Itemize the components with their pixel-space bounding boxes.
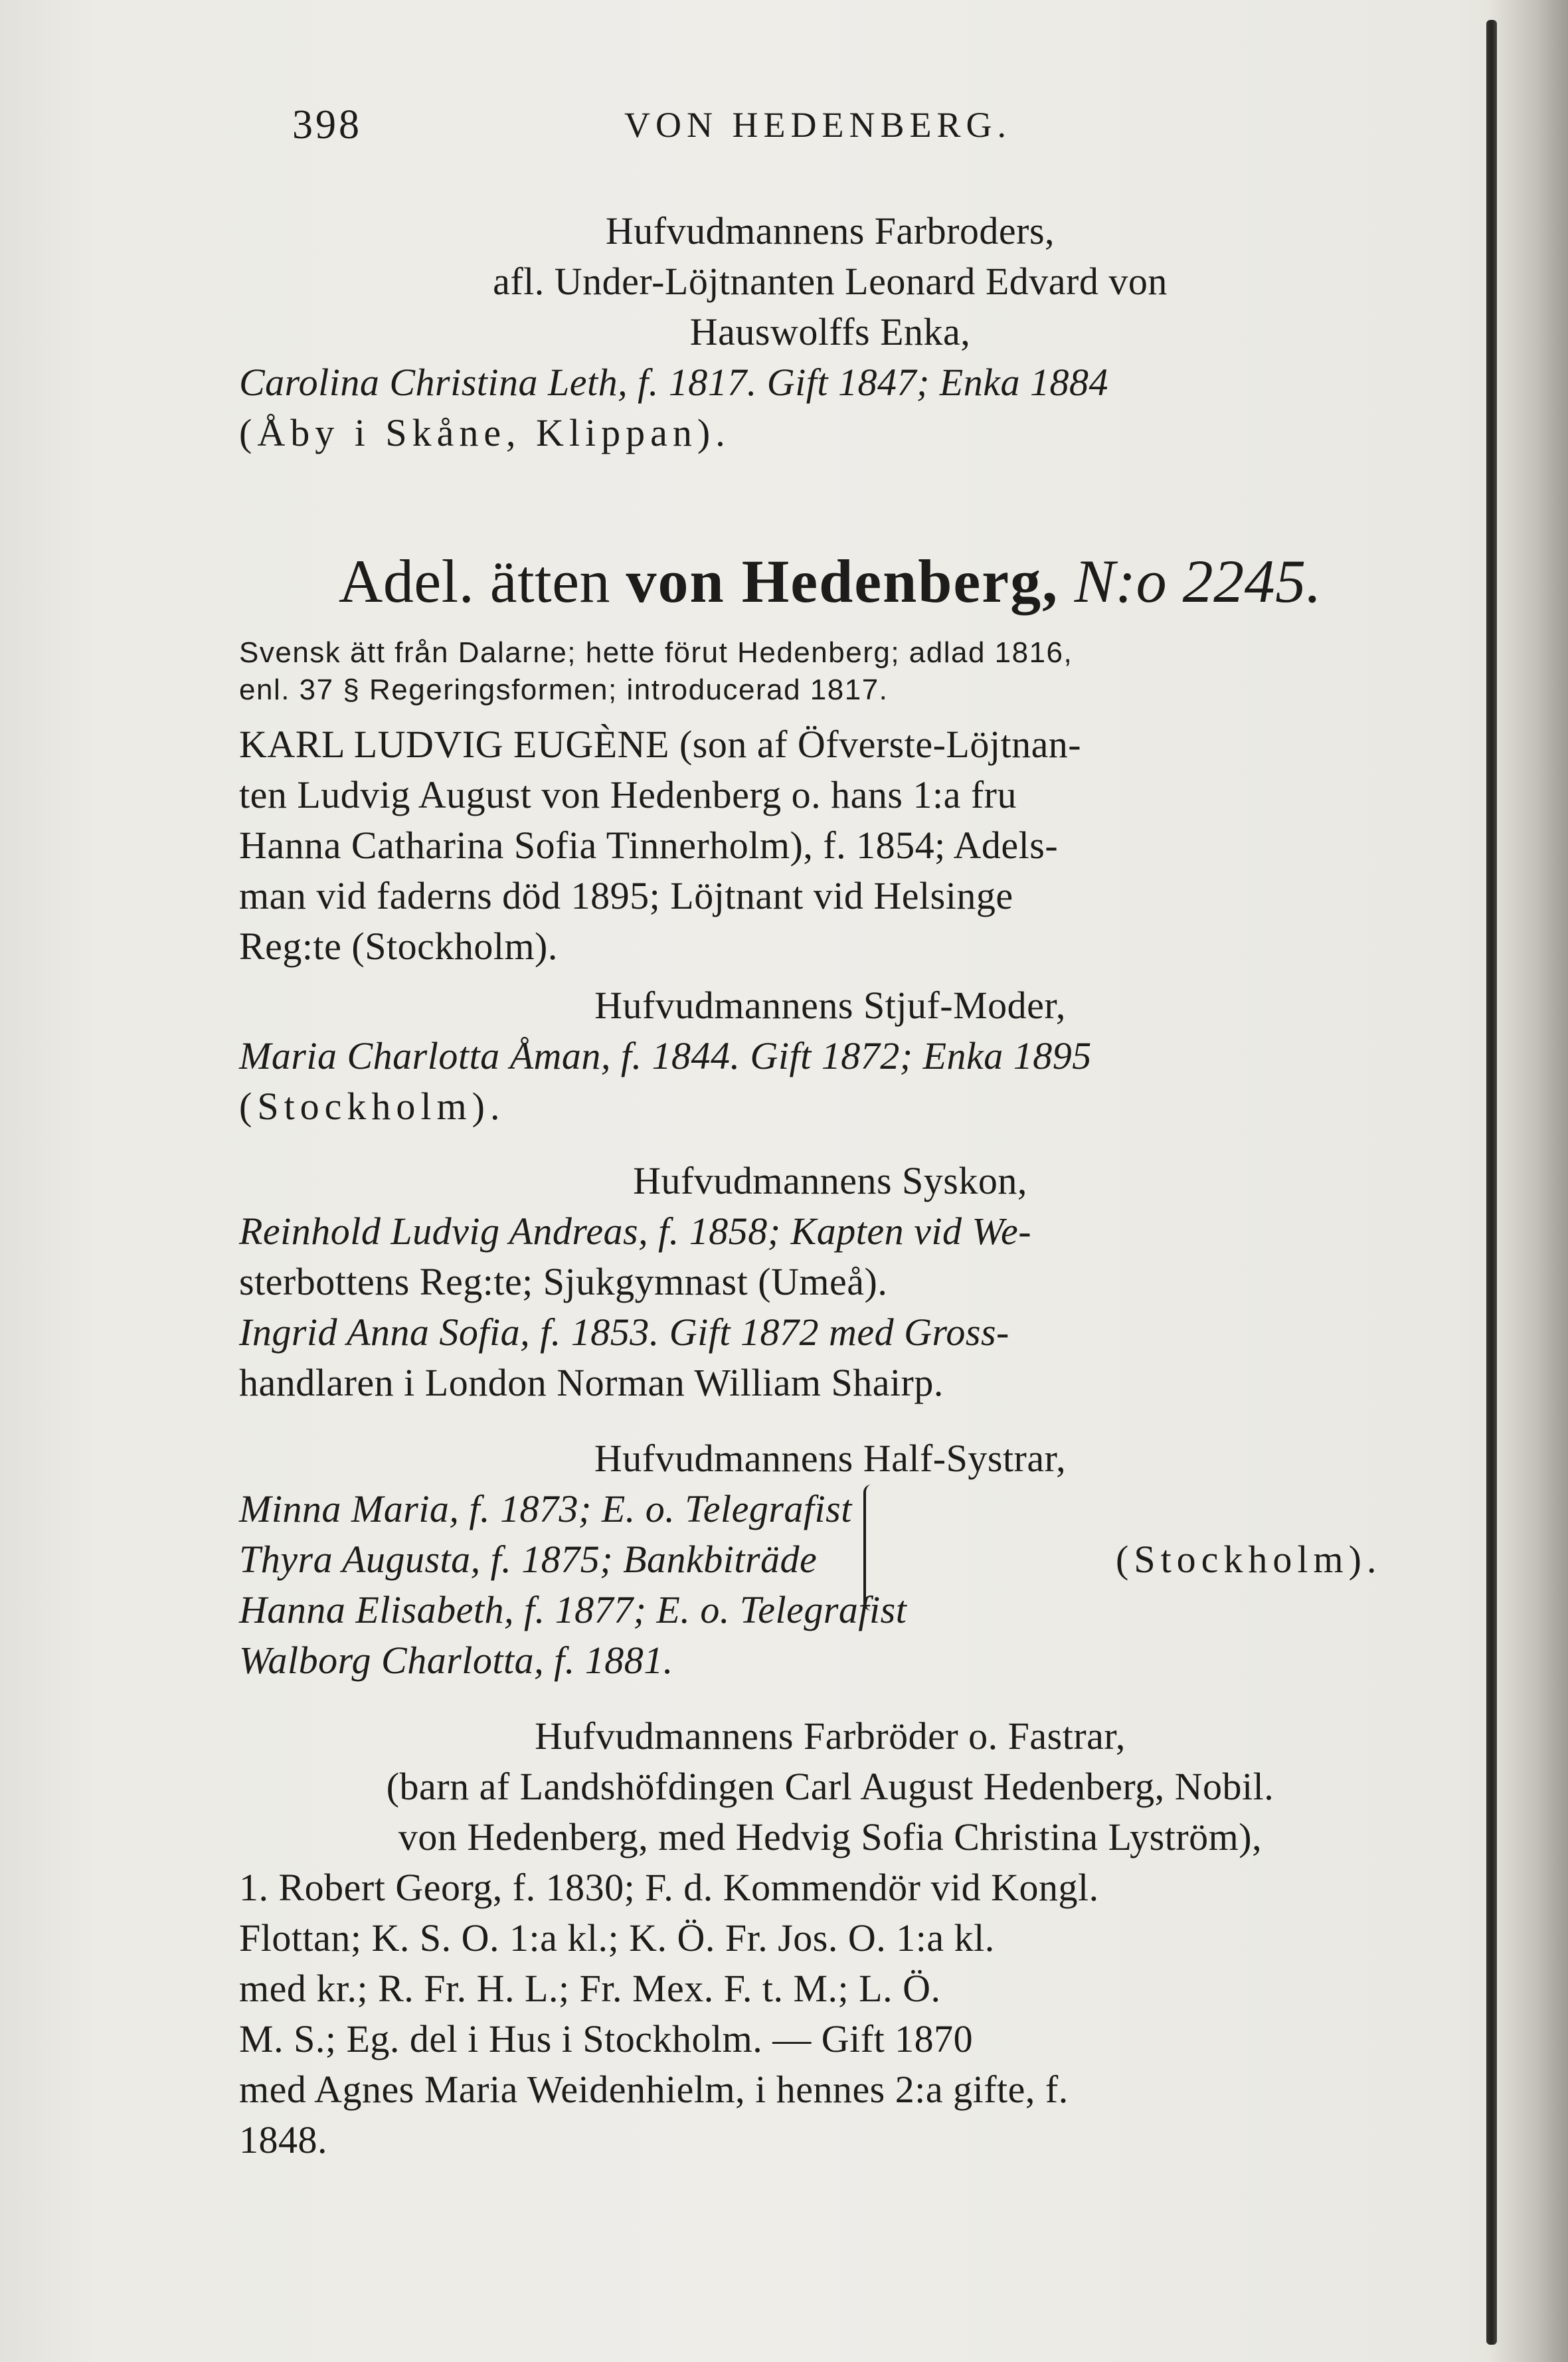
family-number: N:o 2245. [1074, 547, 1322, 615]
intro-line: enl. 37 § Regeringsformen; introducerad 1817. [239, 674, 889, 706]
sibling-line: Reinhold Ludvig Andreas, f. 1858; Kapten vid We- [239, 1210, 1032, 1253]
text-line [239, 359, 1421, 407]
head-line: Hanna Catharina Sofia Tinnerholm), f. 1854; Adels- [239, 824, 1059, 867]
section-heading-half-sisters: Hufvudmannens Half-Systrar, [594, 1437, 1067, 1480]
text-line: afl. Under-Löjtnanten Leonard Edvard von [493, 260, 1168, 303]
page-number: 398 [292, 102, 362, 147]
head-line: ten Ludvig August von Hedenberg o. hans 1:a fru [239, 773, 1017, 816]
intro-line: Svensk ätt från Dalarne; hette förut Hedenberg; adlad 1816, [239, 636, 1073, 669]
half-sister-line: Hanna Elisabeth, f. 1877; E. o. Telegrafist [239, 1588, 907, 1631]
family-name: von Hedenberg, [626, 547, 1059, 615]
binding-shadow [1488, 0, 1568, 2362]
head-line: man vid faderns död 1895; Löjtnant vid Helsinge [239, 874, 1013, 917]
uncle-line: med Agnes Maria Weidenhielm, i hennes 2:a gifte, f. [239, 2068, 1069, 2111]
text-line: (Åby i Skåne, Klippan). [239, 411, 731, 454]
brace-mark [863, 1485, 871, 1611]
section-heading-uncles: Hufvudmannens Farbröder o. Fastrar, [535, 1714, 1126, 1758]
sibling-line: handlaren i London Norman William Shairp. [239, 1361, 944, 1404]
half-sister-line: Minna Maria, f. 1873; E. o. Telegrafist [239, 1487, 852, 1530]
stepmother-line: (Stockholm). [239, 1085, 505, 1128]
uncle-line: (barn af Landshöfdingen Carl August Hedenberg, Nobil. [386, 1765, 1274, 1808]
text-line: Hauswolffs Enka, [689, 310, 971, 353]
binding-edge [1486, 20, 1497, 2345]
uncle-line: von Hedenberg, med Hedvig Sofia Christina Lyström), [398, 1815, 1263, 1859]
section-heading-siblings: Hufvudmannens Syskon, [633, 1159, 1027, 1202]
half-sister-line: Thyra Augusta, f. 1875; Bankbiträde [239, 1538, 818, 1581]
sibling-line: Ingrid Anna Sofia, f. 1853. Gift 1872 med Gross- [239, 1311, 1009, 1354]
uncle-line: 1848. [239, 2118, 327, 2161]
section-heading-farbroders: Hufvudmannens Farbroders, [605, 209, 1055, 252]
head-line: KARL LUDVIG EUGÈNE (son af Öfverste-Löjtnan- [239, 723, 1082, 766]
uncle-line: Flottan; K. S. O. 1:a kl.; K. Ö. Fr. Jos. O. 1:a kl. [239, 1916, 995, 1959]
half-sisters-location: (Stockholm). [1116, 1538, 1382, 1581]
section-heading-stepmother: Hufvudmannens Stjuf-Moder, [594, 984, 1066, 1027]
family-heading [239, 545, 1421, 618]
uncle-line: med kr.; R. Fr. H. L.; Fr. Mex. F. t. M.; L. Ö. [239, 1967, 941, 2010]
stepmother-line: Maria Charlotta Åman, f. 1844. Gift 1872; Enka 1895 [239, 1034, 1092, 1077]
head-line: Reg:te (Stockholm). [239, 925, 558, 968]
text-line-content: Carolina Christina Leth, f. 1817. Gift 1847; Enka 1884 [239, 361, 1108, 404]
family-prefix: Adel. ätten [338, 547, 611, 615]
half-sister-line: Walborg Charlotta, f. 1881. [239, 1639, 673, 1682]
running-title: VON HEDENBERG. [624, 105, 1011, 145]
uncle-line: 1. Robert Georg, f. 1830; F. d. Kommendör vid Kongl. [239, 1866, 1099, 1909]
sibling-line: sterbottens Reg:te; Sjukgymnast (Umeå). [239, 1260, 888, 1303]
uncle-line: M. S.; Eg. del i Hus i Stockholm. — Gift 1870 [239, 2017, 974, 2060]
